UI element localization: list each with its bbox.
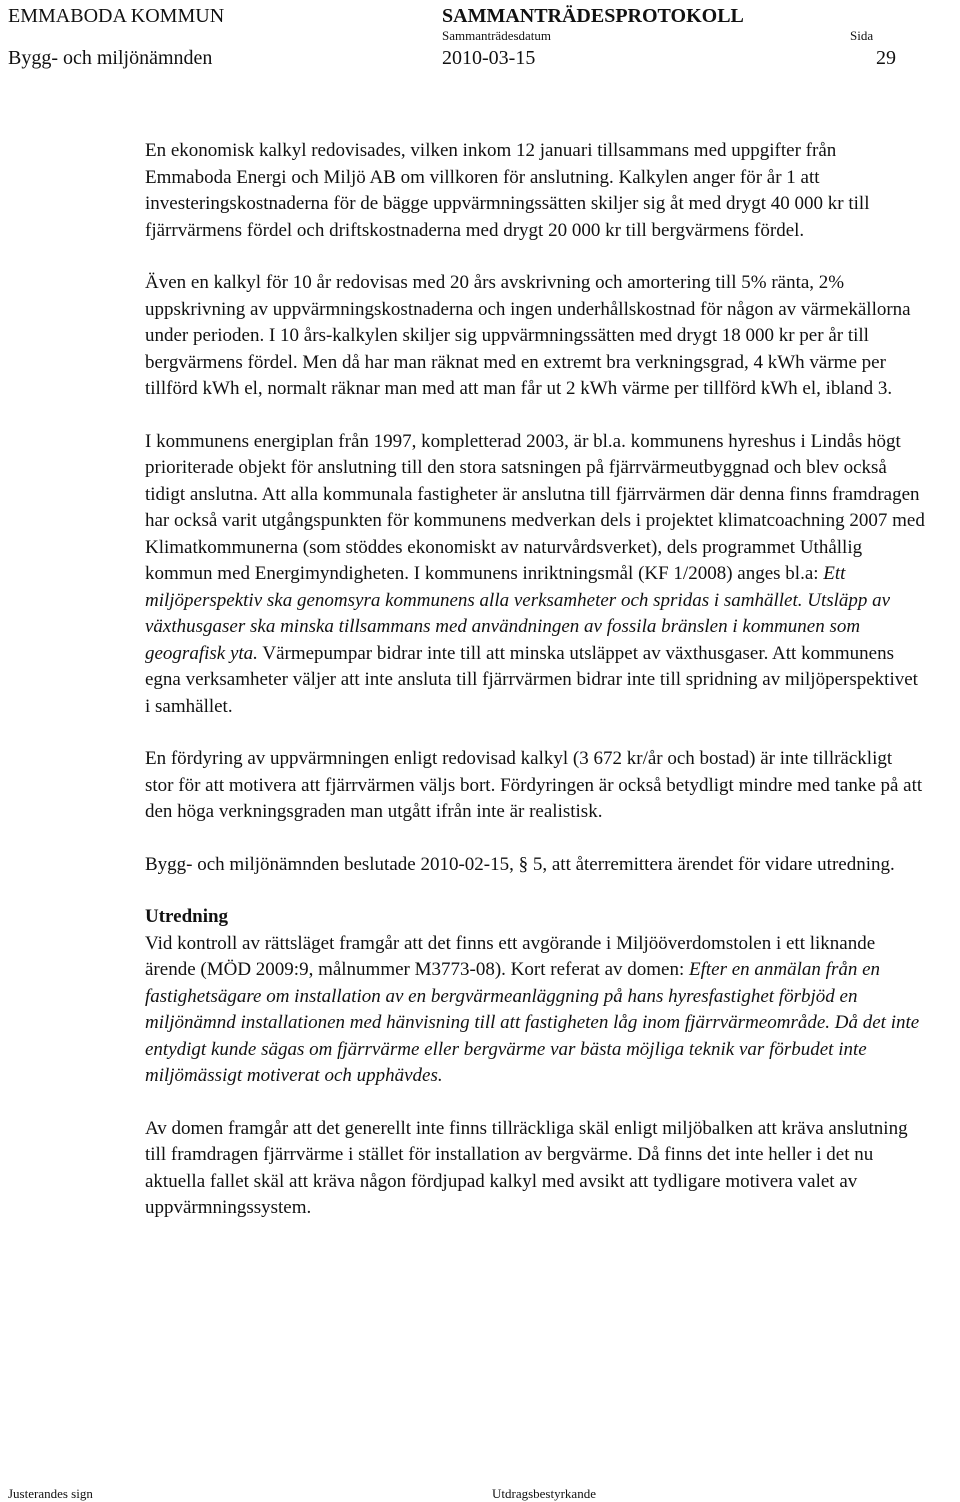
- document-body: [145, 138, 925, 1222]
- paragraph-conclusion: Av domen framgår att det generellt inte finns tillräckliga skäl enligt miljöbalken att kräva anslutning till framdragen fjärrvärme i stället för installation av bergvärme. Då finns det inte heller i det nu aktuella fallet skäl att kräva någon fördjupad kalkyl med avsikt att tydligare motivera valet av uppvärmningssystem.: [145, 1117, 908, 1218]
- paragraph-energy-plan: [145, 429, 925, 721]
- paragraph-ten-year-calculation: Även en kalkyl för 10 år redovisas med 20 års avskrivning och amortering till 5% ränta, 2% uppskrivning av uppvärmningskostnaderna och ingen underhållskostnad för någon av värmekällorna under perioden. I 10 års-kalkylen skiljer sig uppvärmningssätten med drygt 18 000 kr per år till bergvärmens fördel. Men då har man räknat med en extremt bra verkningsgrad, 4 kWh värme per tillförd kWh el, normalt räknar man med att man får ut 2 kWh värme per tillförd kWh el, ibland 3.: [145, 272, 911, 399]
- meeting-date: 2010-03-15: [442, 47, 536, 69]
- date-label: Sammanträdesdatum: [442, 28, 552, 43]
- document-type: SAMMANTRÄDESPROTOKOLL: [442, 5, 744, 27]
- section-sign: §: [518, 853, 529, 875]
- committee-name: Bygg- och miljönämnden: [8, 47, 213, 69]
- paragraph-cost-increase: En fördyring av uppvärmningen enligt redovisad kalkyl (3 672 kr/år och bostad) är inte tillräckligt stor för att motivera att fjärrvärmen väljs bort. Fördyringen är också betydligt mindre med tanke på att den höga verkningsgraden man utgått ifrån inte är realistisk.: [145, 748, 923, 822]
- energy-plan-text: I kommunens energiplan från 1997, kompletterad 2003, är bl.a. kommunens hyreshus i Lindås högt prioriterade objekt för anslutning till den stora satsningen på fjärrvärmeutbyggnad och blev också tidigt anslutna. Att alla kommunala fastigheter är anslutna till fjärrvärmen där denna finns framdragen har också varit utgångspunkten för kommunens medverkan dels i projektet klimatcoachning 2007 med Klimatkommunerna (som stöddes ekonomiskt av naturvårdsverket), dels programmet Uthållig kommun med Energimyndigheten. I kommunens inriktningsmål (KF 1/2008) anges bl.a:: [145, 430, 925, 584]
- decision-text: Bygg- och miljönämnden beslutade 2010-02-15,: [145, 853, 519, 875]
- energy-plan-text-end: Värmepumpar bidrar inte till att minska utsläppet av växthusgaser. Att kommunens egna verksamheter väljer att inte ansluta till fjärrvärmen bidrar inte till spridning av miljöperspektivet i samhället.: [145, 642, 918, 717]
- footer-certification: Utdragsbestyrkande: [492, 1486, 596, 1501]
- court-summary: Efter en anmälan från en fastighetsägare om installation av en bergvärmeanläggning på hans hyresfastighet förbjöd en miljönämnd installationen med hänvisning till att fastigheten låg inom fjärrvärmeområde. Då det inte entydigt kunde sägas om fjärrvärme eller bergvärme var bästa möjliga teknik var förbudet inte miljömässigt motiverat och upphävdes.: [145, 959, 920, 1086]
- page-number: 29: [876, 47, 896, 69]
- footer-adjusters-sign: Justerandes sign: [8, 1486, 93, 1501]
- paragraph-decision: [145, 852, 925, 879]
- energy-plan-quote: Ett miljöperspektiv ska genomsyra kommunens alla verksamheter och spridas i samhället. Utsläpp av växthusgaser ska minska tillsammans med användningen av fossila bränslen i kommunen som geografisk yta.: [145, 563, 891, 664]
- legal-review-text: Vid kontroll av rättsläget framgår att det finns ett avgörande i Miljööverdomstolen i ett liknande ärende (MÖD 2009:9, målnummer M3773-08). Kort referat av domen:: [145, 932, 876, 980]
- paragraph-calculation: En ekonomisk kalkyl redovisades, vilken inkom 12 januari tillsammans med uppgifter från Emmaboda Energi och Miljö AB om villkoren för anslutning. Kalkylen anger för år 1 att investeringskostnaderna för de bägge uppvärmningssätten skiljer sig åt med drygt 40 000 kr till fjärrvärmens fördel och driftskostnaderna med drygt 20 000 kr till bergvärmens fördel.: [145, 140, 870, 241]
- decision-text-end: 5, att återremittera ärendet för vidare utredning.: [528, 853, 895, 875]
- org-name: EMMABODA KOMMUN: [8, 5, 225, 27]
- page-label: Sida: [850, 28, 874, 43]
- section-heading-utredning: Utredning: [145, 906, 229, 927]
- paragraph-legal-review: [145, 931, 925, 1090]
